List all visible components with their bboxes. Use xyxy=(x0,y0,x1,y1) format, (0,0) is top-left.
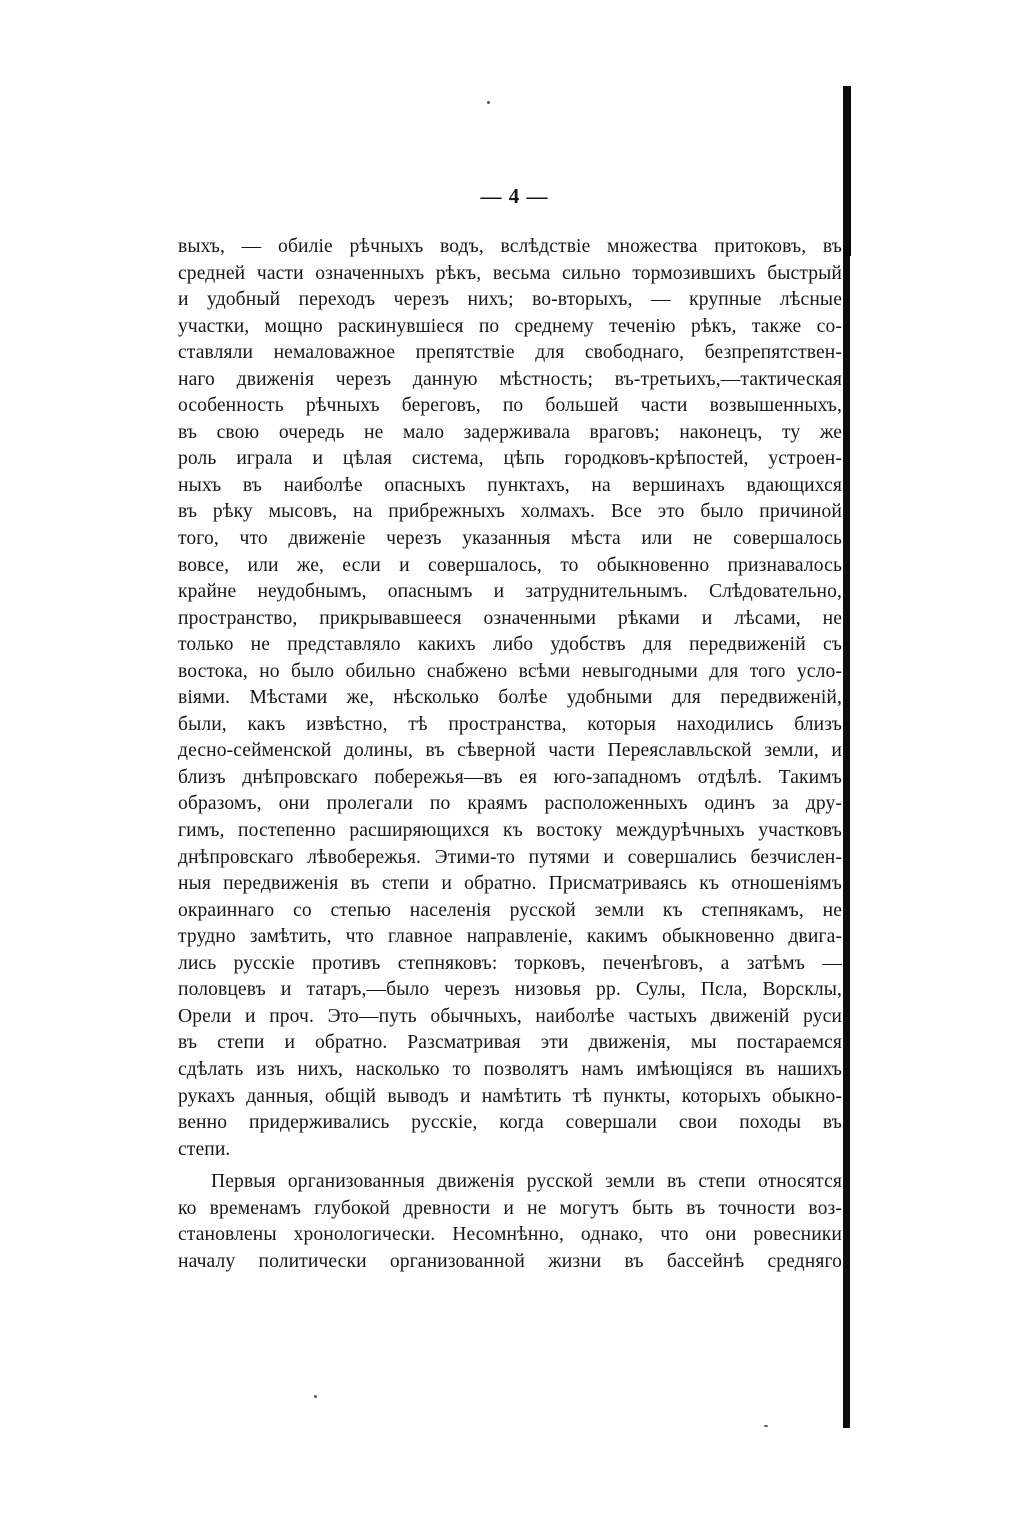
text-line: крайне неудобнымъ, опаснымъ и затруднительнымъ. Слѣдовательно, xyxy=(178,581,842,603)
text-line: вовсе, или же, если и совершалось, то обыкновенно признавалось xyxy=(178,554,842,576)
ink-speck xyxy=(487,101,490,104)
text-line: были, какъ извѣстно, тѣ пространства, которыя находились близъ xyxy=(178,713,842,735)
text-line: становлены хронологически. Несомнѣнно, однако, что они ровесники xyxy=(178,1224,842,1246)
text-line: рукахъ данныя, общій выводъ и намѣтить тѣ пункты, которыхъ обыкно- xyxy=(178,1085,842,1107)
page-number: — 4 — xyxy=(480,184,549,208)
text-column xyxy=(178,234,842,1275)
text-line: близъ днѣпровскаго побережья—въ ея юго-западномъ отдѣлѣ. Такимъ xyxy=(178,766,842,788)
paragraph xyxy=(178,234,842,1163)
text-line: ныя передвиженія въ степи и обратно. Присматриваясь къ отношеніямъ xyxy=(178,873,842,895)
text-line: лись русскіе противъ степняковъ: торковъ, печенѣговъ, а затѣмъ — xyxy=(178,952,842,974)
text-line: ставляли немаловажное препятствіе для свободнаго, безпрепятствен- xyxy=(178,342,842,364)
text-line: въ степи и обратно. Разсматривая эти движенія, мы постараемся xyxy=(178,1032,842,1054)
text-line: Орели и проч. Это—путь обычныхъ, наиболѣе частыхъ движеній руси xyxy=(178,1005,842,1027)
text-line: трудно замѣтить, что главное направленіе, какимъ обыкновенно двига- xyxy=(178,926,842,948)
ink-speck xyxy=(314,1395,317,1398)
text-line: половцевъ и татаръ,—было черезъ низовья рр. Сулы, Псла, Ворсклы, xyxy=(178,979,842,1001)
text-line: средней части означенныхъ рѣкъ, весьма сильно тормозившихъ быстрый xyxy=(178,262,842,284)
text-line: окраиннаго со степью населенія русской земли къ степнякамъ, не xyxy=(178,899,842,921)
text-line: венно придерживались русскіе, когда совершали свои походы въ xyxy=(178,1112,842,1134)
text-line: особенность рѣчныхъ береговъ, по большей части возвышенныхъ, xyxy=(178,395,842,417)
text-line: пространство, прикрывавшееся означенными рѣками и лѣсами, не xyxy=(178,607,842,629)
text-line: началу политически организованной жизни въ бассейнѣ средняго xyxy=(178,1250,842,1272)
binding-edge xyxy=(843,86,850,1428)
text-line: только не представляло какихъ либо удобствъ для передвиженій съ xyxy=(178,634,842,656)
text-line: десно-сейменской долины, въ сѣверной части Переяславльской земли, и xyxy=(178,740,842,762)
ink-speck xyxy=(764,1425,768,1427)
text-line: выхъ, — обиліе рѣчныхъ водъ, вслѣдствіе множества притоковъ, въ xyxy=(178,236,842,257)
text-line: степи. xyxy=(178,1138,231,1160)
text-line: віями. Мѣстами же, нѣсколько болѣе удобными для передвиженій, xyxy=(178,687,842,709)
text-line: въ рѣку мысовъ, на прибрежныхъ холмахъ. Все это было причиной xyxy=(178,501,842,523)
text-line: ныхъ въ наиболѣе опасныхъ пунктахъ, на вершинахъ вдающихся xyxy=(178,474,842,496)
text-line: Первыя организованныя движенія русской земли въ степи относятся xyxy=(211,1171,842,1193)
text-line: днѣпровскаго лѣвобережья. Этими-то путями и совершались безчислен- xyxy=(178,846,842,868)
text-line: того, что движеніе черезъ указанныя мѣста или не совершалось xyxy=(178,528,842,550)
text-line: въ свою очередь не мало задерживала враговъ; наконецъ, ту же xyxy=(178,421,842,443)
paragraph xyxy=(178,1169,842,1275)
text-line: наго движенія черезъ данную мѣстность; въ-третьихъ,—тактическая xyxy=(178,368,842,390)
text-line: участки, мощно раскинувшіеся по среднему теченію рѣкъ, также со- xyxy=(178,315,842,337)
text-line: и удобный переходъ черезъ нихъ; во-вторыхъ, — крупные лѣсные xyxy=(178,289,842,311)
text-line: востока, но было обильно снабжено всѣми невыгодными для того усло- xyxy=(178,660,842,682)
text-line: образомъ, они пролегали по краямъ расположенныхъ одинъ за дру- xyxy=(178,793,842,815)
text-line: роль играла и цѣлая система, цѣпь городковъ-крѣпостей, устроен- xyxy=(178,448,842,470)
text-line: гимъ, постепенно расширяющихся къ востоку междурѣчныхъ участковъ xyxy=(178,820,842,842)
text-line: ко временамъ глубокой древности и не могутъ быть въ точности воз- xyxy=(178,1197,842,1219)
text-line: сдѣлать изъ нихъ, насколько то позволятъ намъ имѣющіяся въ нашихъ xyxy=(178,1058,842,1080)
